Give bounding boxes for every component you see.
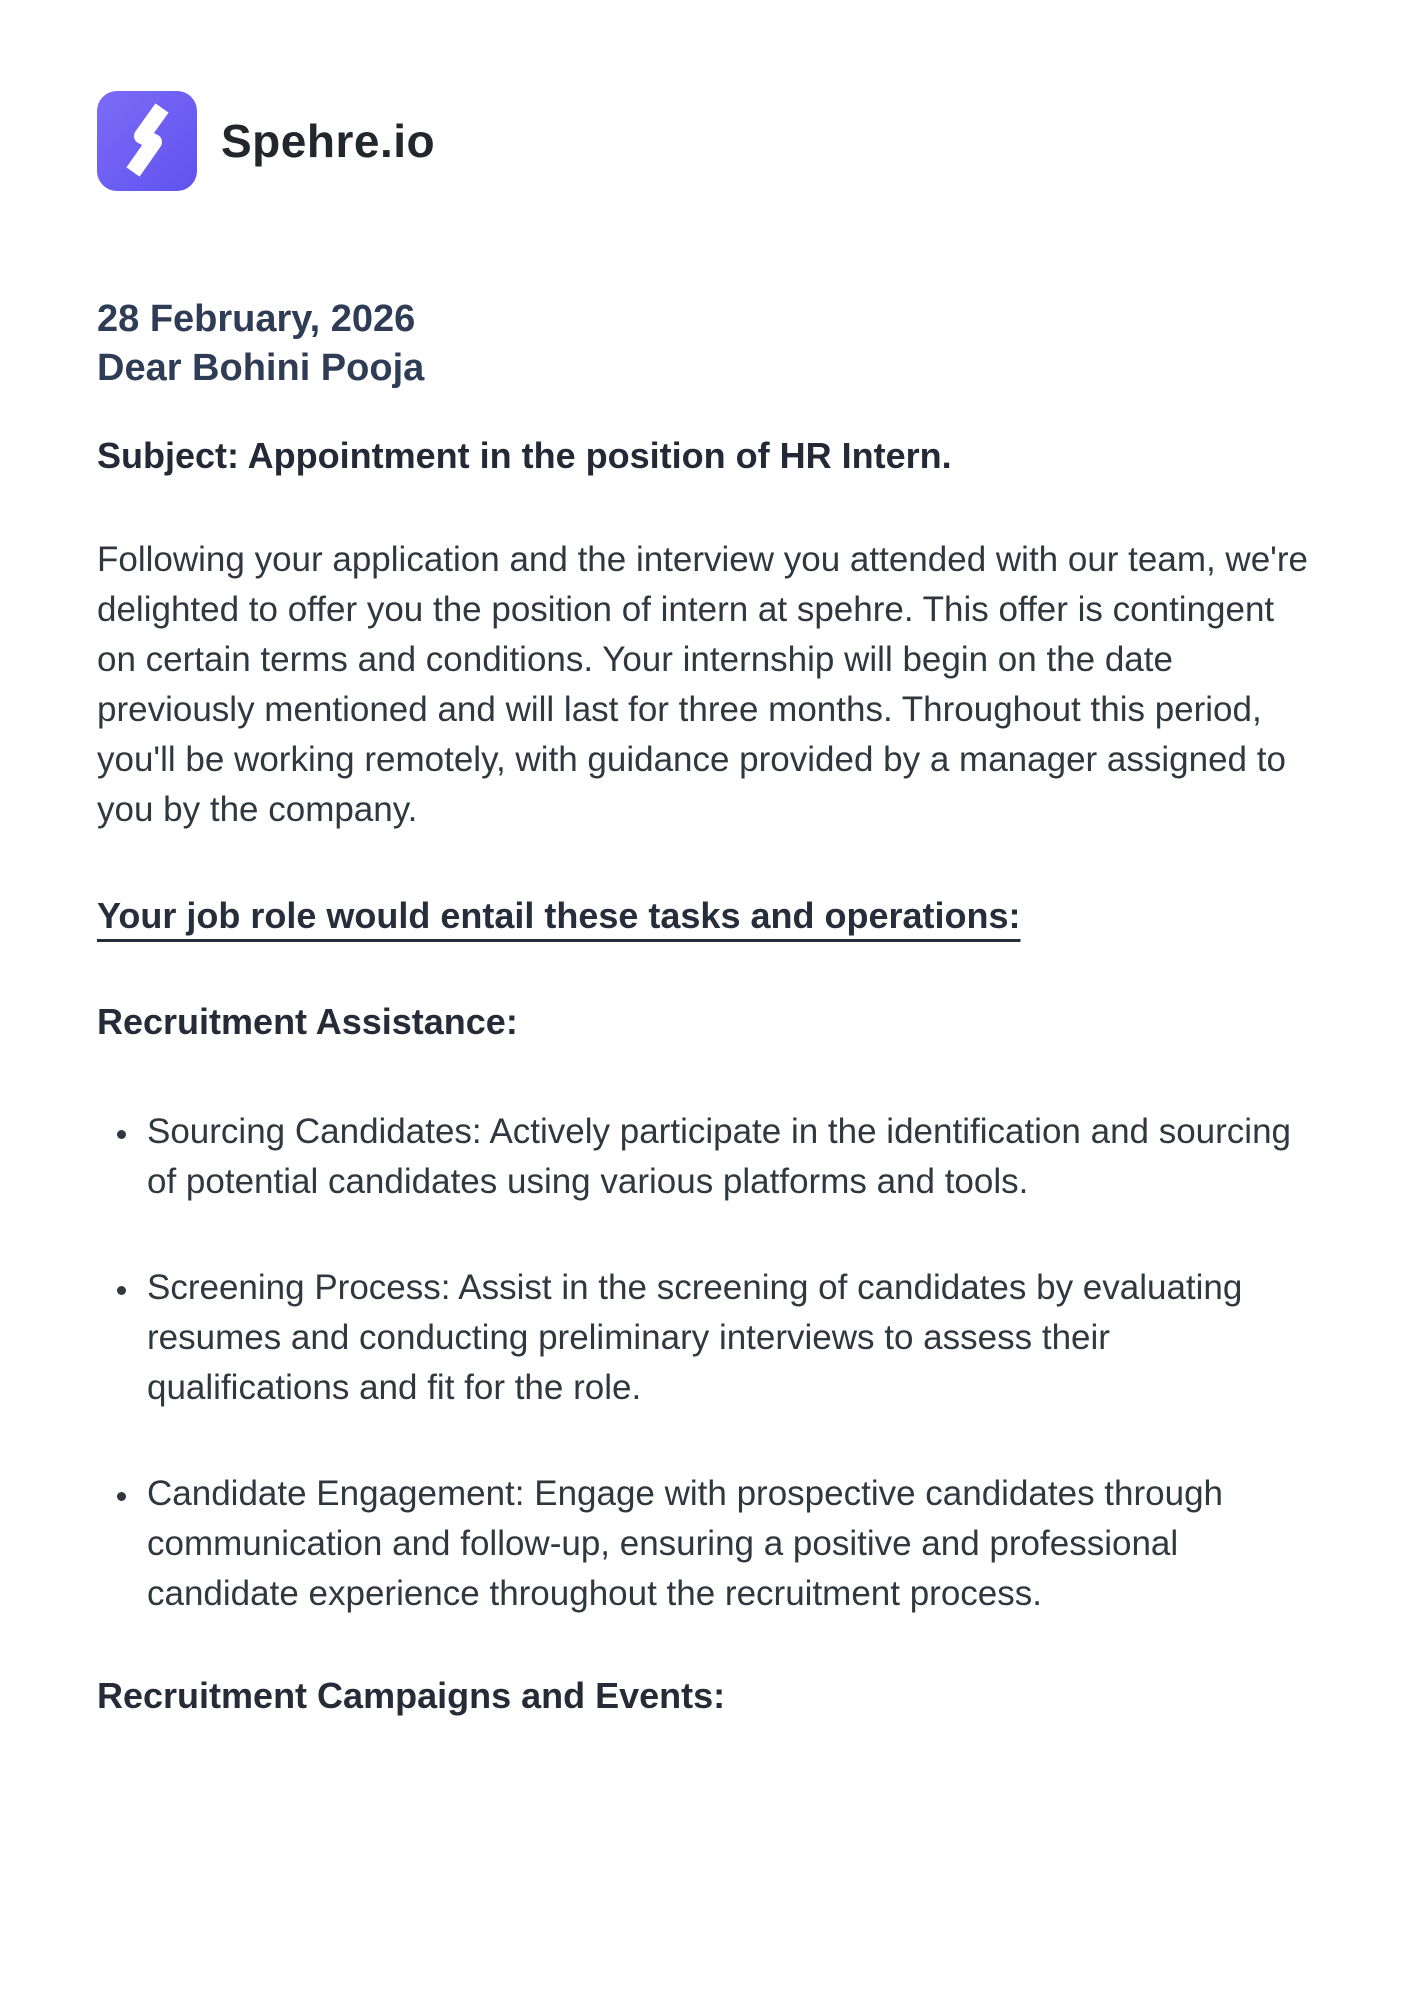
bullet-item-candidate-engagement: • Candidate Engagement: Engage with prospective candidates through communication and follow-up, ensuring a positive and professional candidate experience throughout the recruitment process. bbox=[141, 1469, 1317, 1619]
section-title-recruitment-assistance: Recruitment Assistance: bbox=[97, 1001, 518, 1042]
letter-date: 28 February, 2026 bbox=[97, 298, 416, 340]
recruitment-assistance-bullet-list bbox=[97, 1107, 1317, 1619]
spehre-logo-icon bbox=[97, 91, 197, 191]
tasks-heading: Your job role would entail these tasks and operations: bbox=[97, 895, 1021, 936]
section-title-recruitment-campaigns: Recruitment Campaigns and Events: bbox=[97, 1675, 726, 1716]
brand-header bbox=[97, 91, 1317, 191]
brand-name: Spehre.io bbox=[221, 115, 436, 167]
bullet-item-screening-process: • Screening Process: Assist in the screening of candidates by evaluating resumes and conducting preliminary interviews to assess their qualifications and fit for the role. bbox=[141, 1263, 1317, 1413]
date-greeting-block bbox=[97, 295, 1317, 393]
letter-greeting: Dear Bohini Pooja bbox=[97, 347, 425, 389]
subject-line: Subject: Appointment in the position of HR Intern. bbox=[97, 435, 952, 476]
bullet-item-sourcing-candidates: • Sourcing Candidates: Actively participate in the identification and sourcing of potential candidates using various platforms and tools. bbox=[141, 1107, 1317, 1207]
intro-paragraph: Following your application and the interview you attended with our team, we're delighted to offer you the position of intern at spehre. This offer is contingent on certain terms and conditions. Your internship will begin on the date previously mentioned and will last for three months. Throughout this period, you'll be working remotely, with guidance provided by a manager assigned to you by the company. bbox=[97, 540, 1308, 829]
